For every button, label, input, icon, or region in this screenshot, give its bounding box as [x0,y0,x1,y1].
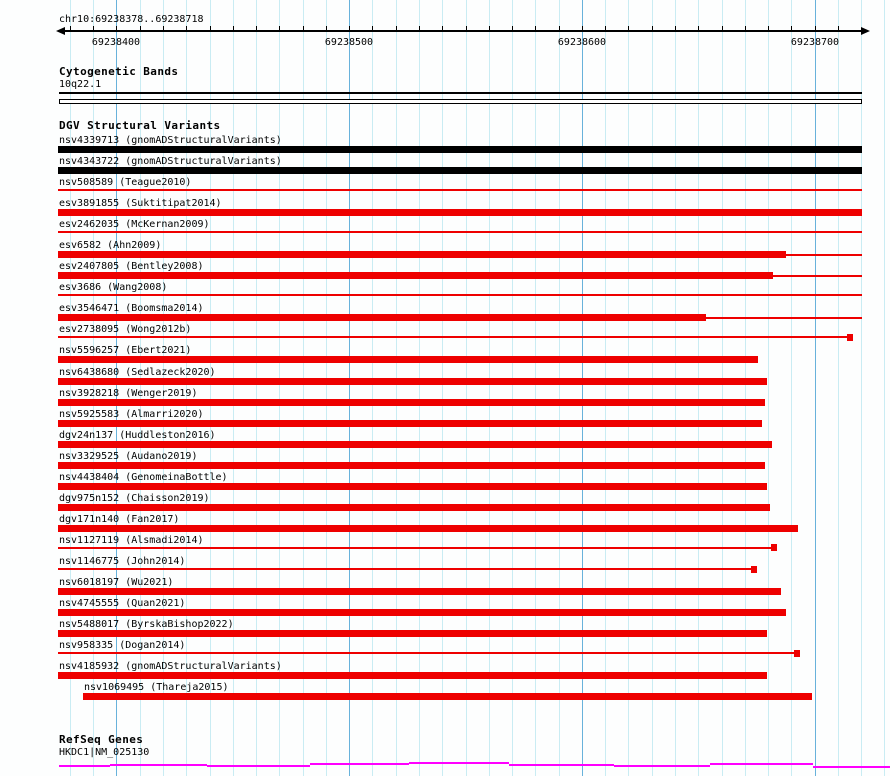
variant-label: nsv6018197 (Wu2021) [59,577,174,589]
ruler-tick [326,26,327,32]
ruler-tick [838,26,839,32]
variant-label: esv2407805 (Bentley2008) [59,261,204,273]
ruler-tick [396,26,397,32]
ruler-tick [279,26,280,32]
grid-minor-line [489,0,490,776]
ruler-tick [372,26,373,32]
grid-minor-line [628,0,629,776]
variant-bar[interactable] [58,588,781,595]
cytoband-label: 10q22.1 [59,79,102,90]
gene-line-segment[interactable] [509,764,614,766]
ruler-tick [722,26,723,32]
grid-minor-line [535,0,536,776]
variant-label: dgv975n152 (Chaisson2019) [59,492,210,504]
ruler-tick [559,26,560,32]
grid-minor-line [559,0,560,776]
ruler-tick [442,26,443,32]
grid-minor-line [419,0,420,776]
grid-minor-line [722,0,723,776]
ruler-tick [210,26,211,32]
variant-label: nsv5925583 (Almarri2020) [59,408,204,420]
ruler-tick [791,26,792,32]
gene-line-segment[interactable] [614,765,710,767]
ruler-tick [628,26,629,32]
ruler-tick [582,26,583,32]
grid-minor-line [675,0,676,776]
variant-bar[interactable] [58,504,770,511]
ruler-tick [93,26,94,32]
variant-label: nsv3329525 (Audano2019) [59,450,198,462]
variant-label: esv6582 (Ahn2009) [59,240,162,252]
grid-minor-line [745,0,746,776]
variant-label: nsv1127119 (Alsmadi2014) [59,534,204,546]
grid-minor-line [652,0,653,776]
ruler-tick [605,26,606,32]
ruler-tick [140,26,141,32]
grid-major-line [349,0,350,776]
ruler-tick [489,26,490,32]
grid-minor-line [466,0,467,776]
variant-label: nsv4339713 (gnomADStructuralVariants) [59,134,282,146]
ruler-tick [815,26,816,32]
ruler-axis-line [63,30,863,32]
variant-label: esv3546471 (Boomsma2014) [59,303,204,315]
ruler-tick [512,26,513,32]
gene-line-segment[interactable] [409,762,509,764]
gene-line-segment[interactable] [813,766,890,768]
variant-end-marker[interactable] [751,566,757,573]
variant-label: dgv171n140 (Fan2017) [59,513,180,525]
variant-label: nsv4343722 (gnomADStructuralVariants) [59,155,282,167]
variant-bar[interactable] [58,146,862,153]
grid-minor-line [512,0,513,776]
variant-label: dgv24n137 (Huddleston2016) [59,429,216,441]
grid-minor-line [768,0,769,776]
variant-bar[interactable] [58,462,765,469]
variant-line[interactable] [58,336,847,338]
variant-label: esv2462035 (McKernan2009) [59,219,210,230]
variant-label: nsv3928218 (Wenger2019) [59,387,198,399]
grid-minor-line [698,0,699,776]
variant-line[interactable] [58,231,862,233]
ruler-tick [186,26,187,32]
ruler-tick [116,26,117,32]
variant-bar[interactable] [58,420,762,427]
ruler-tick [466,26,467,32]
gene-line-segment[interactable] [310,763,409,765]
variant-label: nsv4185932 (gnomADStructuralVariants) [59,661,282,673]
variant-label: esv2738095 (Wong2012b) [59,324,192,336]
variant-bar[interactable] [58,525,798,532]
grid-minor-line [303,0,304,776]
grid-minor-line [861,0,862,776]
cytoband-divider-line [59,92,862,94]
grid-minor-line [372,0,373,776]
variant-label: esv3891855 (Suktitipat2014) [59,198,222,209]
variant-label: nsv1146775 (John2014) [59,556,186,567]
grid-minor-line [791,0,792,776]
grid-minor-line [838,0,839,776]
variant-bar[interactable] [83,693,812,700]
grid-minor-line [884,0,885,776]
refseq-section-title: RefSeq Genes [59,733,144,746]
variant-bar[interactable] [58,441,772,448]
variant-label: nsv4438404 (GenomeinaBottle) [59,471,228,483]
ruler-tick [70,26,71,32]
variant-label: nsv5596257 (Ebert2021) [59,345,192,357]
grid-minor-line [326,0,327,776]
variant-tail-line[interactable] [706,317,862,319]
ruler-tick [303,26,304,32]
variant-bar[interactable] [58,483,767,490]
grid-major-line [815,0,816,776]
variant-label: nsv1069495 (Thareja2015) [84,682,229,694]
gene-line-segment[interactable] [59,765,110,767]
variant-line[interactable] [58,568,751,570]
grid-minor-line [279,0,280,776]
ruler-tick [163,26,164,32]
ruler-tick [675,26,676,32]
variant-line[interactable] [58,547,771,549]
refseq-gene-label: HKDC1|NM_025130 [59,747,150,758]
variant-end-marker[interactable] [771,544,777,551]
ruler-right-arrow-icon [861,27,870,35]
variant-tail-line[interactable] [773,275,862,277]
ruler-tick [535,26,536,32]
dgv-section-title: DGV Structural Variants [59,119,221,132]
variant-label: nsv4745555 (Quan2021) [59,598,186,610]
gene-line-segment[interactable] [110,764,207,766]
ruler-tick [768,26,769,32]
variant-bar[interactable] [58,314,706,321]
ruler-tick-label: 69238600 [557,37,607,48]
grid-minor-line [256,0,257,776]
variant-line[interactable] [58,652,794,654]
variant-bar[interactable] [58,609,786,616]
variant-bar[interactable] [58,251,786,258]
variant-label: nsv5488017 (ByrskaBishop2022) [59,619,234,631]
variant-label: nsv6438680 (Sedlazeck2020) [59,366,216,378]
grid-minor-line [210,0,211,776]
grid-minor-line [233,0,234,776]
ruler-tick [698,26,699,32]
variant-line[interactable] [58,294,862,296]
ruler-tick [745,26,746,32]
variant-bar[interactable] [58,167,862,174]
grid-minor-line [396,0,397,776]
gene-line-segment[interactable] [207,765,310,767]
variant-end-marker[interactable] [847,334,853,341]
gene-line-segment[interactable] [710,763,813,765]
ruler-tick [233,26,234,32]
ruler-tick-label: 69238500 [324,37,374,48]
cytoband-section-title: Cytogenetic Bands [59,65,179,78]
variant-bar[interactable] [58,209,862,216]
variant-bar[interactable] [58,630,767,637]
cytoband-band-box[interactable] [59,99,862,104]
variant-bar[interactable] [58,399,765,406]
ruler-tick [256,26,257,32]
variant-bar[interactable] [58,272,773,279]
variant-label: esv3686 (Wang2008) [59,282,168,294]
grid-minor-line [605,0,606,776]
variant-bar[interactable] [58,672,767,679]
variant-bar[interactable] [58,356,758,363]
ruler-tick [652,26,653,32]
variant-tail-line[interactable] [786,254,862,256]
ruler-tick [349,26,350,32]
variant-label: nsv508589 (Teague2010) [59,176,192,188]
ruler-tick-label: 69238400 [91,37,141,48]
grid-minor-line [442,0,443,776]
variant-end-marker[interactable] [794,650,800,657]
ruler-tick [419,26,420,32]
variant-bar[interactable] [58,378,767,385]
ruler-title: chr10:69238378..69238718 [59,14,204,25]
ruler-tick-label: 69238700 [790,37,840,48]
variant-line[interactable] [58,189,862,191]
variant-label: nsv958335 (Dogan2014) [59,640,186,652]
grid-major-line [582,0,583,776]
